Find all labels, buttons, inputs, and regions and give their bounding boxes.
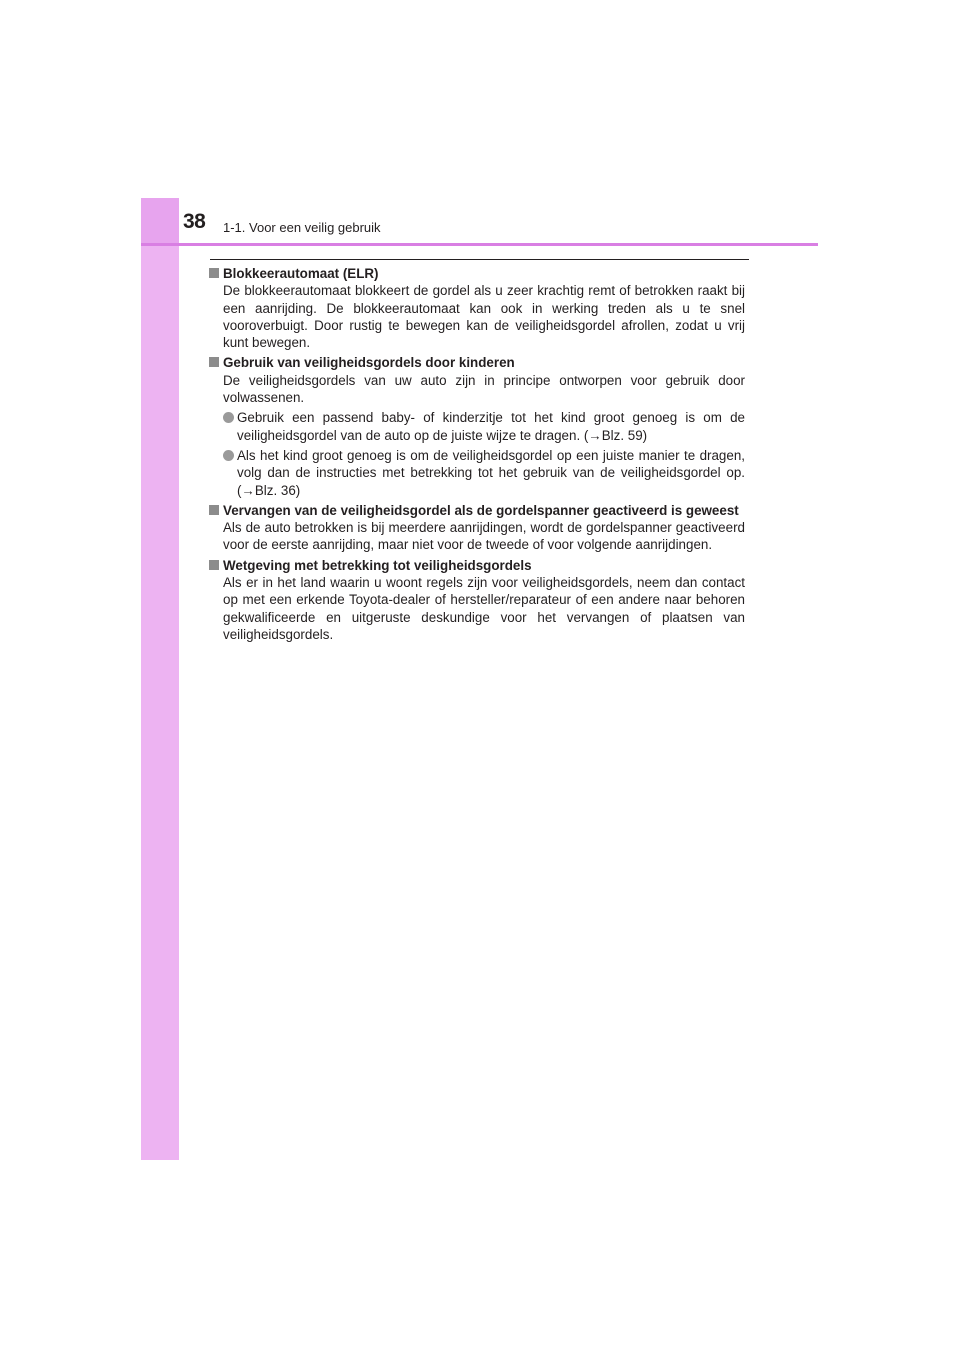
section-heading-text: Gebruik van veiligheidsgordels door kinderen	[223, 355, 515, 371]
section-heading-text: Vervangen van de veiligheidsgordel als de gordelspanner geactiveerd is geweest	[223, 502, 739, 518]
square-bullet-icon	[209, 357, 219, 367]
page-content	[209, 265, 745, 646]
section-body: Als er in het land waarin u woont regels zijn voor veiligheidsgordels, neem dan contact op met een erkende Toyota-dealer of hersteller/reparateur of een andere naar behoren gekwalificeerde en uitgeruste deskundige voor het vervangen of plaatsen van veiligheidsgordels.	[223, 575, 745, 642]
section-heading	[209, 354, 745, 371]
list-item	[209, 447, 745, 499]
square-bullet-icon	[209, 560, 219, 570]
header-band	[141, 198, 179, 244]
sidebar-tab	[141, 198, 179, 1160]
content-divider	[210, 259, 749, 260]
circle-bullet-icon	[223, 450, 234, 461]
section-elr	[209, 265, 745, 351]
section-pretensioner	[209, 502, 745, 554]
section-body: De blokkeerautomaat blokkeert de gordel als u zeer krachtig remt of betrokken raakt bij een aanrijding. De blokkeerautomaat kan ook in werking treden als u te snel vooroverbuigt. Door rustig te bewegen kan de veiligheidsgordel afrollen, zodat u vrij kunt bewegen.	[223, 283, 745, 351]
circle-bullet-icon	[223, 412, 234, 423]
section-heading	[209, 557, 745, 574]
square-bullet-icon	[209, 505, 219, 515]
list-item	[209, 409, 745, 444]
section-title: 1-1. Voor een veilig gebruik	[223, 220, 381, 235]
list-item-text: Als het kind groot genoeg is om de veiligheidsgordel op een juiste manier te dragen, volg dan de instructies met betrekking tot het gebruik van de veiligheidsgordel op. (→Blz. 36)	[237, 447, 745, 498]
page-number: 38	[183, 210, 206, 233]
section-heading-text: Wetgeving met betrekking tot veiligheidsgordels	[223, 557, 532, 573]
section-body: Als de auto betrokken is bij meerdere aanrijdingen, wordt de gordelspanner geactiveerd voor de eerste aanrijding, maar niet voor de tweede of voor volgende aanrijdingen.	[223, 520, 745, 553]
header-divider	[141, 243, 818, 246]
section-heading-text: Blokkeerautomaat (ELR)	[223, 266, 379, 281]
square-bullet-icon	[209, 268, 219, 278]
section-legislation	[209, 557, 745, 643]
section-heading	[209, 265, 745, 282]
section-heading	[209, 502, 745, 519]
list-item-text: Gebruik een passend baby- of kinderzitje tot het kind groot genoeg is om de veiligheidsgordel van de auto op de juiste wijze te dragen. (→Blz. 59)	[237, 410, 745, 443]
section-children	[209, 354, 745, 498]
section-body: De veiligheidsgordels van uw auto zijn in principe ontworpen voor gebruik door volwassenen.	[223, 372, 745, 406]
